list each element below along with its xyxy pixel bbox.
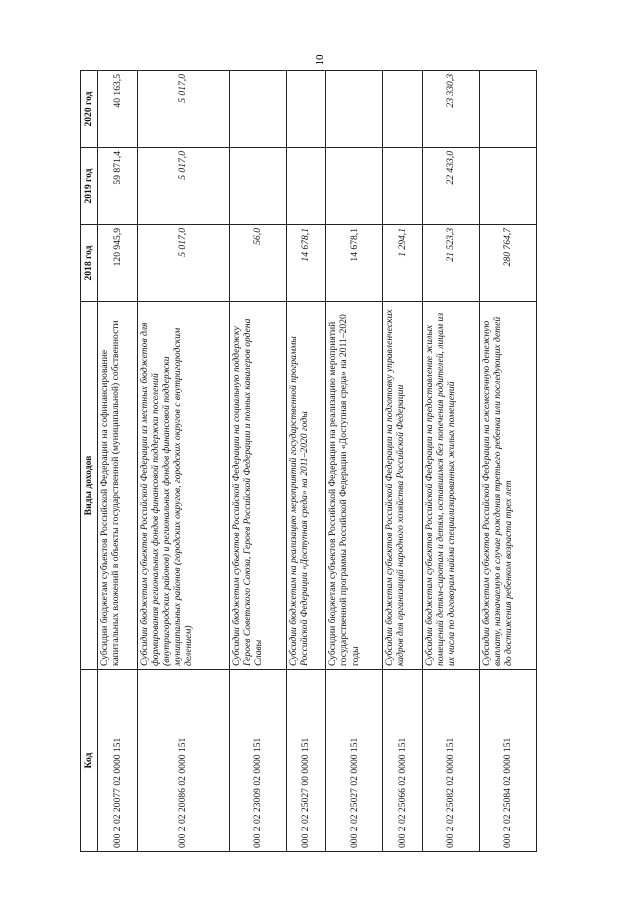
row-code: 000 2 02 23009 02 0000 151 [229,670,286,852]
row-name: Субсидии бюджетам субъектов Российской Федерации на подготовку управленческих кадров для организаций народного хозяйства Российской Федерации [383,302,423,670]
row-code: 000 2 02 25084 02 0000 151 [479,670,536,852]
table-row [326,71,383,852]
row-code: 000 2 02 25027 00 0000 151 [286,670,326,852]
row-value-2019 [286,148,326,225]
row-value-2020: 23 330,3 [422,71,479,148]
row-value-2020: 5 017,0 [137,71,229,148]
row-name: Субсидии бюджетам на реализацию мероприятий государственной программы Российской Федерации «Доступная среда» на 2011–2020 годы [286,302,326,670]
header-name: Виды доходов [81,302,98,670]
page-number: 10 [314,54,326,66]
row-value-2019 [326,148,383,225]
table-row [383,71,423,852]
row-value-2018: 14 678,1 [326,225,383,302]
row-value-2019: 22 433,0 [422,148,479,225]
row-value-2019 [383,148,423,225]
page-number-container [0,0,640,66]
row-name: Субсидии бюджетам субъектов Российской Федерации на ежемесячную денежную выплату, назначаемую в случае рождения третьего ребенка или последующих детей до достижения ребенком возраста трех лет [479,302,536,670]
header-code: Код [81,670,98,852]
row-code: 000 2 02 25027 02 0000 151 [326,670,383,852]
table-row [479,71,536,852]
table-row [286,71,326,852]
row-value-2018: 56,0 [229,225,286,302]
row-code: 000 2 02 20077 02 0000 151 [98,670,138,852]
row-value-2018: 1 294,1 [383,225,423,302]
row-value-2020 [286,71,326,148]
rotated-table-container [80,70,537,852]
row-value-2020 [479,71,536,148]
row-value-2018: 5 017,0 [137,225,229,302]
row-value-2018: 120 945,9 [98,225,138,302]
row-value-2020 [383,71,423,148]
header-2019: 2019 год [81,148,98,225]
header-2018: 2018 год [81,225,98,302]
row-value-2020: 40 163,5 [98,71,138,148]
header-2020: 2020 год [81,71,98,148]
row-value-2020 [229,71,286,148]
table-row [98,71,138,852]
table-row [422,71,479,852]
row-name: Субсидии бюджетам субъектов Российской Федерации на софинансирование капитальных вложений в объекты государственной (муниципальной) собственности [98,302,138,670]
row-value-2018: 21 523,3 [422,225,479,302]
revenue-table [80,70,537,852]
row-name: Субсидии бюджетам субъектов Российской Федерации на социальную поддержку Героев Советского Союза, Героев Российской Федерации и полных кавалеров ордена Славы [229,302,286,670]
row-value-2019: 5 017,0 [137,148,229,225]
row-code: 000 2 02 25066 02 0000 151 [383,670,423,852]
row-code: 000 2 02 20086 02 0000 151 [137,670,229,852]
row-name: Субсидии бюджетам субъектов Российской Федерации из местных бюджетов для формирования региональных фондов финансовой поддержки поселений (внутригородских районов) и региональных фондов финансовой поддержки муниципальных районов (городских округов, городских округов с внутригородским делением) [137,302,229,670]
row-code: 000 2 02 25082 02 0000 151 [422,670,479,852]
row-value-2019 [479,148,536,225]
row-value-2018: 14 678,1 [286,225,326,302]
row-name: Субсидии бюджетам субъектов Российской Федерации на предоставление жилых помещений детям-сиротам и детям, оставшимся без попечения родителей, лицам из их числа по договорам найма специализированных жилых помещений [422,302,479,670]
table-header-row [81,71,98,852]
rotated-page [80,70,537,852]
row-value-2019 [229,148,286,225]
table-row [229,71,286,852]
row-value-2018: 280 764,7 [479,225,536,302]
row-value-2020 [326,71,383,148]
table-row [137,71,229,852]
row-name: Субсидии бюджетам субъектов Российской Федерации на реализацию мероприятий государственной программы Российской Федерации «Доступная среда» на 2011–2020 годы [326,302,383,670]
row-value-2019: 59 871,4 [98,148,138,225]
